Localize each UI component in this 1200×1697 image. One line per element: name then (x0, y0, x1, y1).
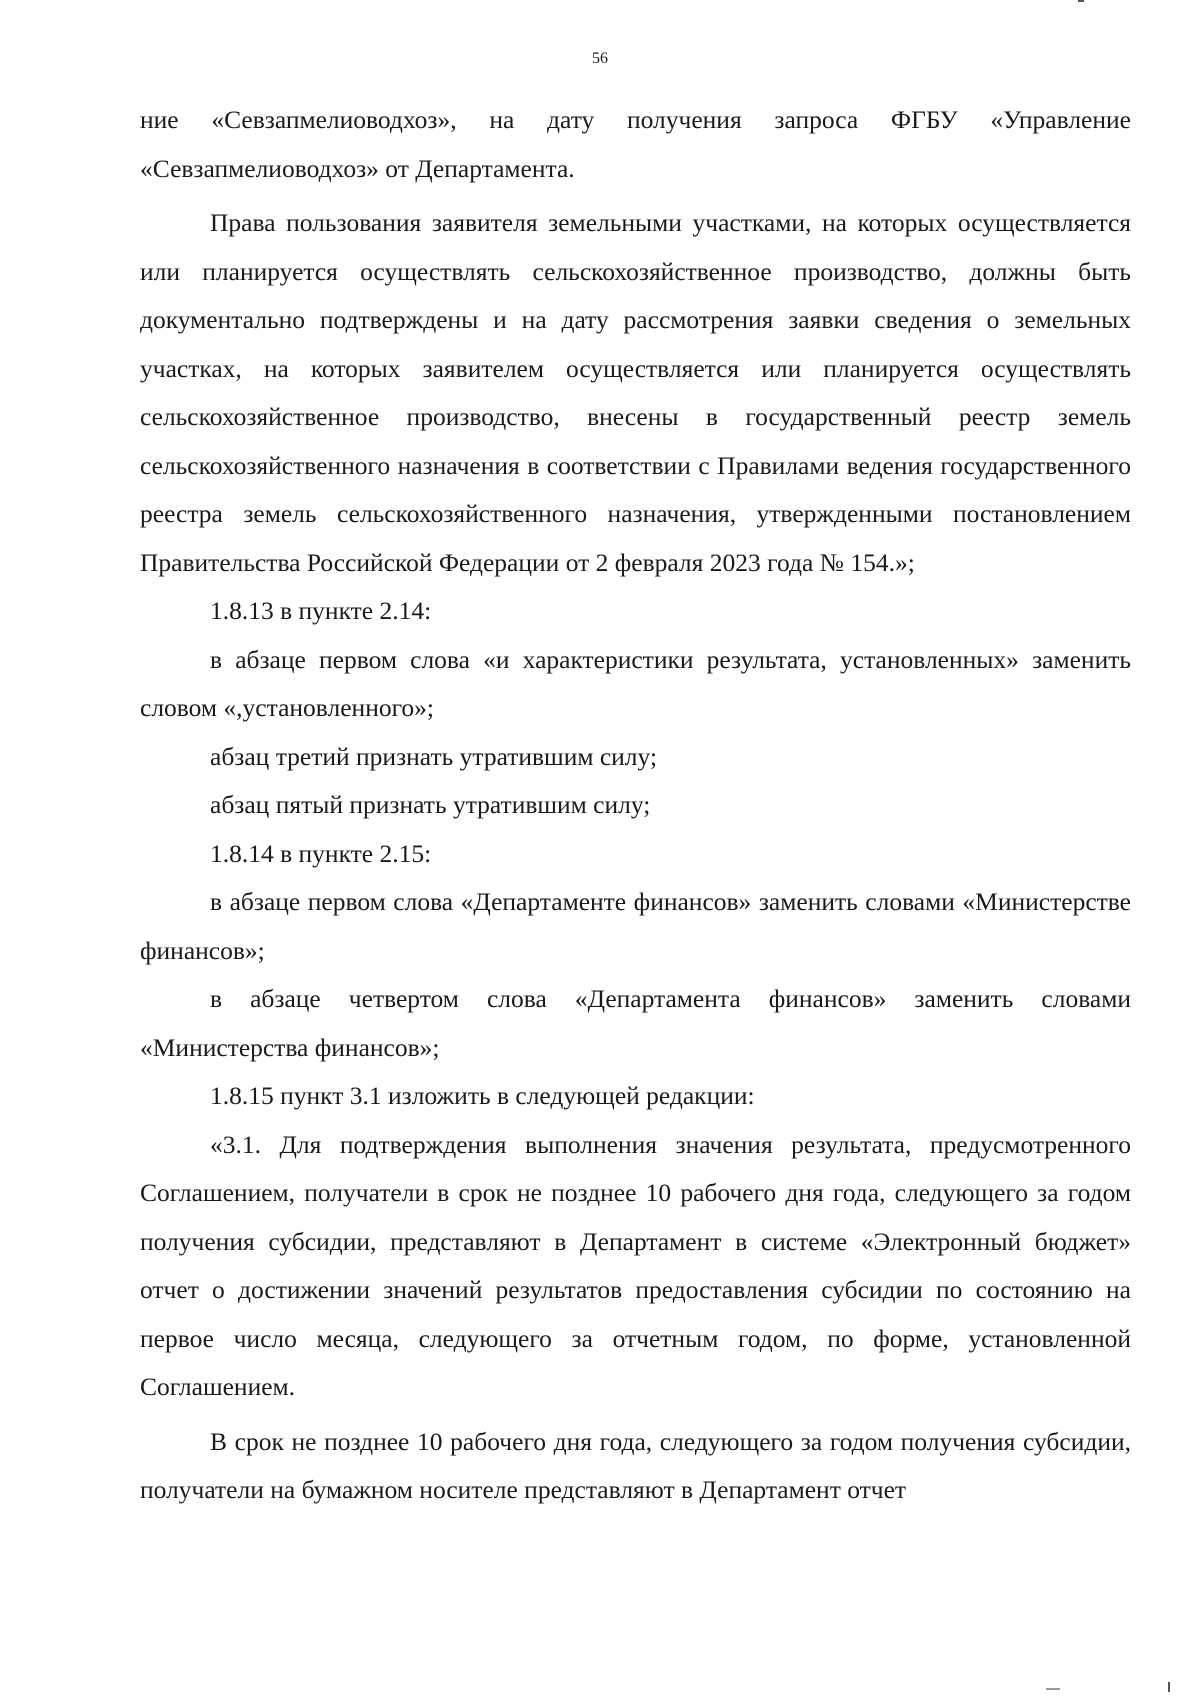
paragraph-item-1-8-15: 1.8.15 пункт 3.1 изложить в следующей редакции: (210, 1081, 755, 1110)
document-body (140, 96, 1131, 1515)
paragraph-item-1-8-14: 1.8.14 в пункте 2.15: (210, 838, 432, 868)
paragraph-item-1-8-13: 1.8.13 в пункте 2.14: (210, 596, 432, 625)
paragraph-first-abzac-2-14: в абзаце первом слова «и характеристики результата, установленных» заменить словом «,установленного»; (140, 644, 1131, 722)
scan-mark-bottom-right (1168, 1682, 1170, 1692)
paragraph-fifth-abzac-void: абзац пятый признать утратившим силу; (210, 790, 651, 819)
paragraph-continuation: ние «Севзапмелиоводхоз», на дату получения запроса ФГБУ «Управление «Севзапмелиоводхоз» от Департамента. (140, 105, 1131, 183)
paragraph-paper-report: В срок не позднее 10 рабочего дня года, следующего за годом получения субсидии, получатели на бумажном носителе представляют в Департамент отчет (140, 1426, 1131, 1504)
paragraph-fourth-abzac-2-15: в абзаце четвертом слова «Департамента финансов» заменить словами «Министерства финансов»; (140, 984, 1131, 1062)
paragraph-first-abzac-2-15: в абзаце первом слова «Департаменте финансов» заменить словами «Министерстве финансов»; (140, 887, 1131, 965)
paragraph-clause-3-1: «3.1. Для подтверждения выполнения значения результата, предусмотренного Соглашением, получатели в срок не позднее 10 рабочего дня года, следующего за годом получения субсидии, представляют в Департамент в системе «Электронный бюджет» отчет о достижении значений результатов предоставления субсидии по состоянию на первое число месяца, следующего за отчетным годом, по форме, установленной Соглашением. (140, 1129, 1131, 1401)
paragraph-third-abzac-void: абзац третий признать утратившим силу; (210, 741, 658, 771)
paragraph-land-rights: Права пользования заявителя земельными участками, на которых осуществляется или планируется осуществлять сельскохозяйственное производство, должны быть документально подтверждены и на дату рассмотрения заявки сведения о земельных участках, на которых заявителем осуществляется или планируется осуществлять сельскохозяйственное производство, внесены в государственный реестр земель сельскохозяйственного назначения в соответствии с Правилами ведения государственного реестра земель сельскохозяйственного назначения, утвержденными постановлением Правительства Российской Федерации от 2 февраля 2023 года № 154.»; (140, 208, 1131, 577)
scan-mark-bottom-right-2 (1046, 1688, 1060, 1690)
scan-mark-top-right (1078, 0, 1084, 2)
page-number: 56 (592, 50, 608, 67)
